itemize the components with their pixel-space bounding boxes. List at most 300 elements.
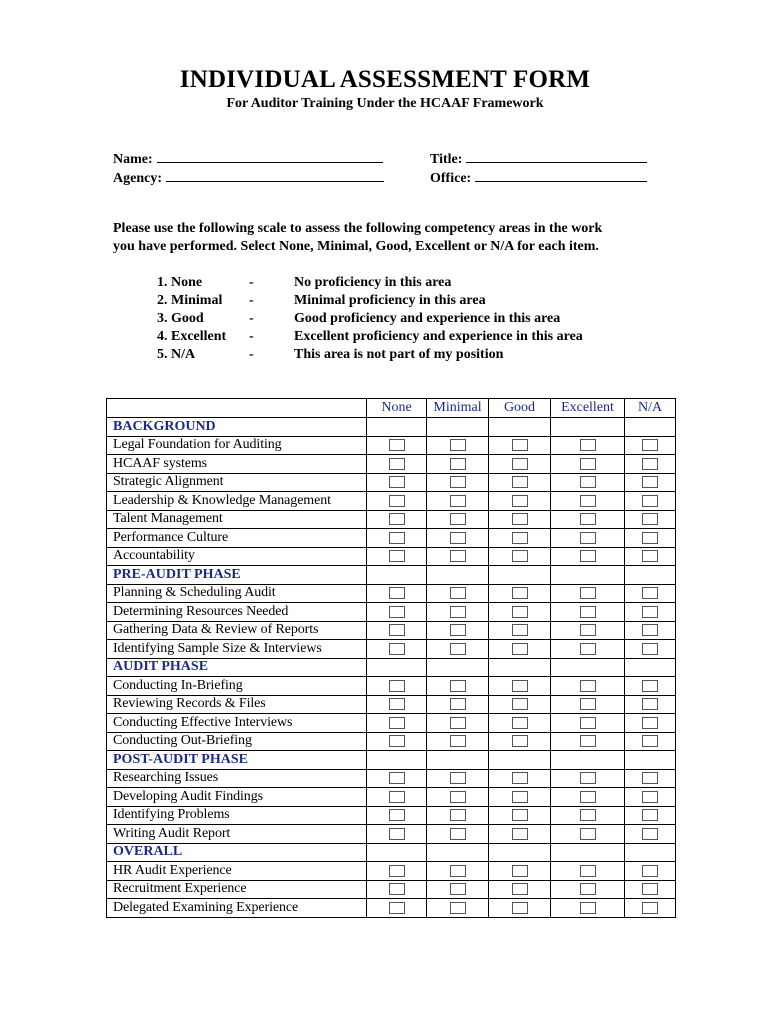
section-empty-cell xyxy=(489,751,551,770)
checkbox-excellent[interactable] xyxy=(580,643,596,655)
title-field[interactable] xyxy=(430,149,647,168)
rating-cell xyxy=(551,473,625,492)
checkbox-good[interactable] xyxy=(512,458,528,470)
section-empty-cell xyxy=(489,418,551,437)
scale-description: This area is not part of my position xyxy=(294,347,504,362)
rating-cell xyxy=(489,769,551,788)
checkbox-na[interactable] xyxy=(642,809,658,821)
table-row xyxy=(107,899,676,918)
checkbox-excellent[interactable] xyxy=(580,680,596,692)
section-empty-cell xyxy=(625,418,676,437)
agency-label: Agency: xyxy=(113,171,162,186)
checkbox-minimal[interactable] xyxy=(450,532,466,544)
rating-cell xyxy=(427,492,489,511)
scale-dash: - xyxy=(249,275,254,290)
checkbox-none[interactable] xyxy=(389,865,405,877)
instructions-line-1: Please use the following scale to assess the following competency areas in the work xyxy=(113,221,603,236)
checkbox-none[interactable] xyxy=(389,698,405,710)
rating-cell xyxy=(489,640,551,659)
rating-cell xyxy=(489,621,551,640)
checkbox-good[interactable] xyxy=(512,902,528,914)
competency-label: Accountability xyxy=(107,547,367,566)
table-row xyxy=(107,603,676,622)
checkbox-none[interactable] xyxy=(389,587,405,599)
rating-cell xyxy=(625,714,676,733)
section-empty-cell xyxy=(551,658,625,677)
rating-cell xyxy=(489,677,551,696)
checkbox-na[interactable] xyxy=(642,587,658,599)
rating-cell xyxy=(489,695,551,714)
competency-label: Reviewing Records & Files xyxy=(107,695,367,714)
rating-cell xyxy=(489,732,551,751)
checkbox-na[interactable] xyxy=(642,680,658,692)
checkbox-good[interactable] xyxy=(512,680,528,692)
rating-cell xyxy=(367,473,427,492)
rating-cell xyxy=(367,806,427,825)
checkbox-none[interactable] xyxy=(389,532,405,544)
checkbox-minimal[interactable] xyxy=(450,809,466,821)
checkbox-excellent[interactable] xyxy=(580,865,596,877)
checkbox-none[interactable] xyxy=(389,902,405,914)
checkbox-na[interactable] xyxy=(642,717,658,729)
section-empty-cell xyxy=(625,751,676,770)
checkbox-na[interactable] xyxy=(642,439,658,451)
checkbox-minimal[interactable] xyxy=(450,883,466,895)
checkbox-na[interactable] xyxy=(642,902,658,914)
section-empty-cell xyxy=(427,566,489,585)
rating-cell xyxy=(625,584,676,603)
office-line[interactable] xyxy=(475,168,647,182)
rating-cell xyxy=(551,640,625,659)
rating-cell xyxy=(367,640,427,659)
table-row xyxy=(107,436,676,455)
rating-cell xyxy=(551,510,625,529)
agency-field[interactable] xyxy=(113,168,384,187)
competency-label: Legal Foundation for Auditing xyxy=(107,436,367,455)
rating-cell xyxy=(367,899,427,918)
table-row xyxy=(107,714,676,733)
table-row xyxy=(107,677,676,696)
competency-label: Identifying Sample Size & Interviews xyxy=(107,640,367,659)
checkbox-none[interactable] xyxy=(389,606,405,618)
form-title: INDIVIDUAL ASSESSMENT FORM xyxy=(179,66,591,93)
rating-cell xyxy=(427,695,489,714)
competency-label: HR Audit Experience xyxy=(107,862,367,881)
rating-cell xyxy=(625,788,676,807)
rating-cell xyxy=(367,436,427,455)
table-row xyxy=(107,788,676,807)
checkbox-minimal[interactable] xyxy=(450,865,466,877)
checkbox-good[interactable] xyxy=(512,828,528,840)
checkbox-minimal[interactable] xyxy=(450,439,466,451)
scale-row xyxy=(157,346,583,364)
header-none: None xyxy=(367,399,427,418)
rating-cell xyxy=(427,473,489,492)
checkbox-excellent[interactable] xyxy=(580,624,596,636)
checkbox-good[interactable] xyxy=(512,476,528,488)
checkbox-good[interactable] xyxy=(512,735,528,747)
rating-cell xyxy=(367,510,427,529)
checkbox-minimal[interactable] xyxy=(450,476,466,488)
checkbox-minimal[interactable] xyxy=(450,643,466,655)
checkbox-good[interactable] xyxy=(512,698,528,710)
rating-cell xyxy=(427,436,489,455)
header-excellent: Excellent xyxy=(551,399,625,418)
checkbox-excellent[interactable] xyxy=(580,550,596,562)
competency-label: Gathering Data & Review of Reports xyxy=(107,621,367,640)
checkbox-na[interactable] xyxy=(642,624,658,636)
rating-cell xyxy=(489,880,551,899)
checkbox-minimal[interactable] xyxy=(450,513,466,525)
competency-label: Developing Audit Findings xyxy=(107,788,367,807)
section-row xyxy=(107,751,676,770)
section-empty-cell xyxy=(551,751,625,770)
rating-cell xyxy=(427,788,489,807)
header-na: N/A xyxy=(625,399,676,418)
checkbox-minimal[interactable] xyxy=(450,458,466,470)
checkbox-excellent[interactable] xyxy=(580,698,596,710)
table-header-row xyxy=(107,399,676,418)
name-line[interactable] xyxy=(157,149,383,163)
rating-cell xyxy=(489,473,551,492)
checkbox-none[interactable] xyxy=(389,883,405,895)
competency-label: Talent Management xyxy=(107,510,367,529)
rating-cell xyxy=(551,769,625,788)
rating-cell xyxy=(367,677,427,696)
rating-cell xyxy=(489,510,551,529)
rating-cell xyxy=(625,529,676,548)
rating-cell xyxy=(551,899,625,918)
checkbox-minimal[interactable] xyxy=(450,828,466,840)
rating-cell xyxy=(625,640,676,659)
scale-number: 1. None xyxy=(157,275,203,290)
name-label: Name: xyxy=(113,152,153,167)
competency-label: Conducting In-Briefing xyxy=(107,677,367,696)
section-empty-cell xyxy=(489,566,551,585)
checkbox-excellent[interactable] xyxy=(580,476,596,488)
rating-cell xyxy=(489,584,551,603)
rating-cell xyxy=(367,621,427,640)
checkbox-excellent[interactable] xyxy=(580,439,596,451)
checkbox-none[interactable] xyxy=(389,495,405,507)
scale-description: Minimal proficiency in this area xyxy=(294,293,486,308)
rating-cell xyxy=(551,677,625,696)
checkbox-none[interactable] xyxy=(389,624,405,636)
rating-cell xyxy=(625,436,676,455)
table-row xyxy=(107,695,676,714)
rating-cell xyxy=(489,899,551,918)
checkbox-good[interactable] xyxy=(512,606,528,618)
rating-cell xyxy=(489,788,551,807)
checkbox-good[interactable] xyxy=(512,550,528,562)
checkbox-minimal[interactable] xyxy=(450,606,466,618)
name-field[interactable] xyxy=(113,149,383,168)
office-label: Office: xyxy=(430,171,472,186)
scale-row xyxy=(157,328,583,346)
checkbox-good[interactable] xyxy=(512,532,528,544)
checkbox-excellent[interactable] xyxy=(580,902,596,914)
rating-cell xyxy=(489,492,551,511)
checkbox-na[interactable] xyxy=(642,495,658,507)
rating-cell xyxy=(367,732,427,751)
checkbox-minimal[interactable] xyxy=(450,624,466,636)
rating-cell xyxy=(427,862,489,881)
competency-label: Leadership & Knowledge Management xyxy=(107,492,367,511)
section-empty-cell xyxy=(367,566,427,585)
checkbox-good[interactable] xyxy=(512,439,528,451)
section-title: BACKGROUND xyxy=(107,418,367,437)
checkbox-none[interactable] xyxy=(389,791,405,803)
competency-label: Identifying Problems xyxy=(107,806,367,825)
rating-cell xyxy=(427,714,489,733)
rating-cell xyxy=(367,714,427,733)
rating-cell xyxy=(427,640,489,659)
section-title: OVERALL xyxy=(107,843,367,862)
rating-cell xyxy=(367,825,427,844)
instructions xyxy=(113,220,673,256)
scale-dash: - xyxy=(249,311,254,326)
rating-cell xyxy=(367,769,427,788)
rating-cell xyxy=(427,510,489,529)
checkbox-minimal[interactable] xyxy=(450,717,466,729)
rating-cell xyxy=(489,862,551,881)
checkbox-excellent[interactable] xyxy=(580,717,596,729)
rating-cell xyxy=(427,547,489,566)
rating-cell xyxy=(625,806,676,825)
rating-cell xyxy=(427,455,489,474)
rating-cell xyxy=(551,621,625,640)
checkbox-excellent[interactable] xyxy=(580,809,596,821)
checkbox-minimal[interactable] xyxy=(450,550,466,562)
checkbox-excellent[interactable] xyxy=(580,513,596,525)
rating-cell xyxy=(367,529,427,548)
rating-cell xyxy=(625,899,676,918)
checkbox-na[interactable] xyxy=(642,883,658,895)
rating-cell xyxy=(489,825,551,844)
checkbox-excellent[interactable] xyxy=(580,587,596,599)
table-row xyxy=(107,547,676,566)
section-empty-cell xyxy=(427,418,489,437)
scale-description: No proficiency in this area xyxy=(294,275,452,290)
rating-cell xyxy=(367,603,427,622)
checkbox-none[interactable] xyxy=(389,458,405,470)
checkbox-minimal[interactable] xyxy=(450,772,466,784)
scale-row xyxy=(157,274,583,292)
rating-cell xyxy=(625,547,676,566)
section-empty-cell xyxy=(367,843,427,862)
checkbox-none[interactable] xyxy=(389,809,405,821)
rating-cell xyxy=(551,603,625,622)
rating-cell xyxy=(427,529,489,548)
scale-number: 4. Excellent xyxy=(157,329,227,344)
checkbox-na[interactable] xyxy=(642,772,658,784)
header-minimal: Minimal xyxy=(427,399,489,418)
title-line[interactable] xyxy=(466,149,647,163)
checkbox-minimal[interactable] xyxy=(450,495,466,507)
competency-label: Conducting Effective Interviews xyxy=(107,714,367,733)
scale-dash: - xyxy=(249,347,254,362)
checkbox-excellent[interactable] xyxy=(580,606,596,618)
competency-label: Planning & Scheduling Audit xyxy=(107,584,367,603)
rating-cell xyxy=(625,492,676,511)
checkbox-na[interactable] xyxy=(642,643,658,655)
rating-cell xyxy=(625,880,676,899)
checkbox-none[interactable] xyxy=(389,717,405,729)
instructions-line-2: you have performed. Select None, Minimal, Good, Excellent or N/A for each item. xyxy=(113,239,599,254)
checkbox-none[interactable] xyxy=(389,439,405,451)
checkbox-good[interactable] xyxy=(512,791,528,803)
checkbox-good[interactable] xyxy=(512,624,528,636)
checkbox-na[interactable] xyxy=(642,828,658,840)
rating-cell xyxy=(427,732,489,751)
competency-label: Recruitment Experience xyxy=(107,880,367,899)
checkbox-good[interactable] xyxy=(512,495,528,507)
scale-number: 5. N/A xyxy=(157,347,196,362)
checkbox-excellent[interactable] xyxy=(580,791,596,803)
checkbox-na[interactable] xyxy=(642,458,658,470)
checkbox-na[interactable] xyxy=(642,698,658,710)
checkbox-good[interactable] xyxy=(512,865,528,877)
checkbox-minimal[interactable] xyxy=(450,902,466,914)
rating-cell xyxy=(551,880,625,899)
checkbox-none[interactable] xyxy=(389,828,405,840)
competency-label: HCAAF systems xyxy=(107,455,367,474)
checkbox-none[interactable] xyxy=(389,680,405,692)
checkbox-none[interactable] xyxy=(389,550,405,562)
checkbox-none[interactable] xyxy=(389,476,405,488)
rating-cell xyxy=(367,547,427,566)
checkbox-na[interactable] xyxy=(642,791,658,803)
assessment-table xyxy=(106,398,676,918)
checkbox-excellent[interactable] xyxy=(580,532,596,544)
rating-cell xyxy=(367,862,427,881)
scale-description: Excellent proficiency and experience in this area xyxy=(294,329,583,344)
checkbox-minimal[interactable] xyxy=(450,735,466,747)
rating-cell xyxy=(551,584,625,603)
section-empty-cell xyxy=(367,418,427,437)
rating-cell xyxy=(551,825,625,844)
checkbox-minimal[interactable] xyxy=(450,587,466,599)
form-subtitle: For Auditor Training Under the HCAAF Framework xyxy=(226,96,544,111)
rating-cell xyxy=(551,788,625,807)
scale-row xyxy=(157,292,583,310)
competency-label: Researching Issues xyxy=(107,769,367,788)
rating-cell xyxy=(489,436,551,455)
checkbox-na[interactable] xyxy=(642,513,658,525)
checkbox-minimal[interactable] xyxy=(450,698,466,710)
section-empty-cell xyxy=(551,418,625,437)
checkbox-none[interactable] xyxy=(389,643,405,655)
checkbox-good[interactable] xyxy=(512,772,528,784)
section-row xyxy=(107,658,676,677)
checkbox-excellent[interactable] xyxy=(580,495,596,507)
checkbox-na[interactable] xyxy=(642,865,658,877)
checkbox-na[interactable] xyxy=(642,532,658,544)
rating-cell xyxy=(551,806,625,825)
rating-cell xyxy=(625,769,676,788)
agency-line[interactable] xyxy=(166,168,384,182)
rating-cell xyxy=(367,492,427,511)
rating-cell xyxy=(625,825,676,844)
checkbox-good[interactable] xyxy=(512,883,528,895)
rating-cell xyxy=(625,455,676,474)
header-blank xyxy=(107,399,367,418)
checkbox-na[interactable] xyxy=(642,550,658,562)
rating-cell xyxy=(427,603,489,622)
section-empty-cell xyxy=(367,751,427,770)
section-empty-cell xyxy=(489,843,551,862)
rating-cell xyxy=(551,714,625,733)
rating-cell xyxy=(367,584,427,603)
checkbox-excellent[interactable] xyxy=(580,458,596,470)
section-empty-cell xyxy=(551,843,625,862)
section-empty-cell xyxy=(551,566,625,585)
rating-cell xyxy=(427,899,489,918)
section-empty-cell xyxy=(625,658,676,677)
table-row xyxy=(107,825,676,844)
checkbox-excellent[interactable] xyxy=(580,772,596,784)
rating-cell xyxy=(551,862,625,881)
scale-dash: - xyxy=(249,293,254,308)
competency-label: Determining Resources Needed xyxy=(107,603,367,622)
checkbox-excellent[interactable] xyxy=(580,883,596,895)
rating-cell xyxy=(489,547,551,566)
scale-number: 3. Good xyxy=(157,311,204,326)
checkbox-none[interactable] xyxy=(389,513,405,525)
rating-cell xyxy=(427,880,489,899)
section-row xyxy=(107,566,676,585)
header-good: Good xyxy=(489,399,551,418)
checkbox-minimal[interactable] xyxy=(450,791,466,803)
checkbox-good[interactable] xyxy=(512,717,528,729)
table-row xyxy=(107,455,676,474)
checkbox-good[interactable] xyxy=(512,643,528,655)
rating-cell xyxy=(625,473,676,492)
checkbox-na[interactable] xyxy=(642,606,658,618)
office-field[interactable] xyxy=(430,168,647,187)
rating-cell xyxy=(551,492,625,511)
checkbox-minimal[interactable] xyxy=(450,680,466,692)
checkbox-na[interactable] xyxy=(642,735,658,747)
rating-cell xyxy=(489,529,551,548)
rating-cell xyxy=(625,677,676,696)
scale-row xyxy=(157,310,583,328)
checkbox-good[interactable] xyxy=(512,513,528,525)
rating-cell xyxy=(367,880,427,899)
checkbox-none[interactable] xyxy=(389,772,405,784)
rating-cell xyxy=(427,806,489,825)
section-empty-cell xyxy=(427,751,489,770)
checkbox-good[interactable] xyxy=(512,587,528,599)
checkbox-none[interactable] xyxy=(389,735,405,747)
table-row xyxy=(107,621,676,640)
rating-cell xyxy=(367,788,427,807)
checkbox-excellent[interactable] xyxy=(580,735,596,747)
checkbox-good[interactable] xyxy=(512,809,528,821)
section-title: AUDIT PHASE xyxy=(107,658,367,677)
checkbox-excellent[interactable] xyxy=(580,828,596,840)
table-row xyxy=(107,862,676,881)
rating-cell xyxy=(625,510,676,529)
section-empty-cell xyxy=(489,658,551,677)
rating-cell xyxy=(625,621,676,640)
rating-cell xyxy=(625,695,676,714)
checkbox-na[interactable] xyxy=(642,476,658,488)
table-row xyxy=(107,510,676,529)
rating-cell xyxy=(551,695,625,714)
section-empty-cell xyxy=(427,658,489,677)
table-row xyxy=(107,806,676,825)
